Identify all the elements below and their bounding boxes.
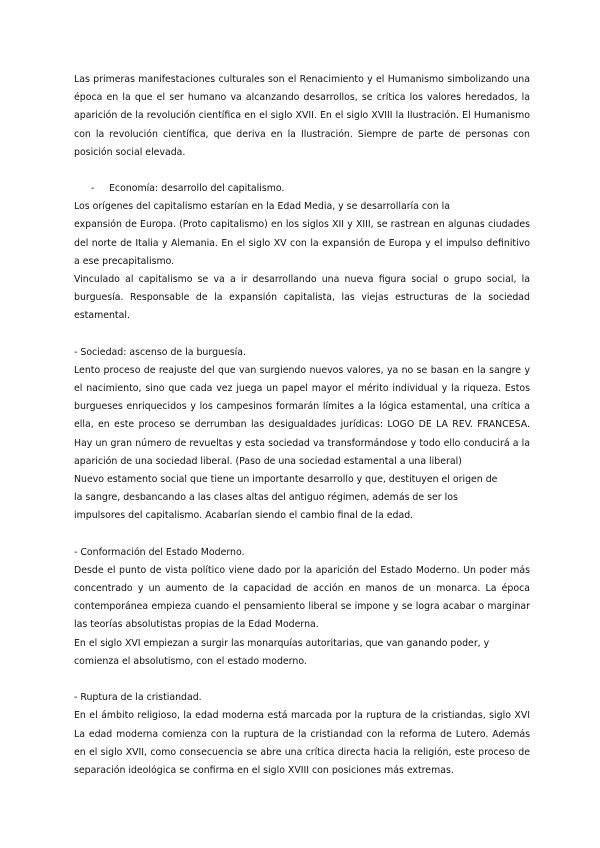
paragraph-estamento-line2: la sangre, desbancando a las clases altas del antiguo régimen, además de ser los	[74, 492, 458, 504]
paragraph-monarquias-line2: comienza el absolutismo, con el estado moderno.	[74, 655, 307, 667]
paragraph-ruptura: En el ámbito religioso, la edad moderna está marcada por la ruptura de la cristiandas, siglo XVI La edad moderna comienza con la ruptura de la cristiandad con la reforma de Lutero. Además en el siglo XVII, como consecuencia se abre una crítica directa hacia la religión, este proceso de separación ideológica se confirma en el siglo XVIII con posiciones más extremas.	[74, 710, 530, 776]
paragraph-monarquias-line1: En el siglo XVI empiezan a surgir las monarquías autoritarias, que van ganando poder, y	[74, 637, 490, 649]
bullet-dash: -	[91, 183, 95, 195]
paragraph-origenes-line1: Los orígenes del capitalismo estarían en la Edad Media, y se desarrollaría con la	[74, 201, 451, 213]
paragraph-estamento-line3: impulsores del capitalismo. Acabarían siendo el cambio final de la edad.	[74, 510, 414, 522]
paragraph-estamento-line1: Nuevo estamento social que tiene un importante desarrollo y que, destituyen el origen de	[74, 474, 498, 486]
paragraph-burguesia: Vinculado al capitalismo se va a ir desarrollando una nueva figura social o grupo social, la burguesía. Responsable de la expansión capitalista, las viejas estructuras de la sociedad estamental.	[74, 274, 530, 322]
heading-estado-moderno: - Conformación del Estado Moderno.	[74, 546, 245, 558]
heading-ruptura: - Ruptura de la cristiandad.	[74, 692, 202, 704]
heading-economia	[91, 180, 530, 198]
paragraph-origenes-rest: expansión de Europa. (Proto capitalismo) en los siglos XII y XIII, se rastrean en algunas ciudades del norte de Italia y Alemania. En el siglo XV con la expansión de Europa y el impulso definitivo a ese precapitalismo.	[74, 219, 530, 267]
paragraph-reajuste: Lento proceso de reajuste del que van surgiendo nuevos valores, ya no se basan en la sangre y el nacimiento, sino que cada vez juega un papel mayor el mérito individual y la riqueza. Estos burgueses enriquecidos y los campesinos formarán límites a la lógica estamental, una crítica a ella, en este proceso se derrumban las desigualdades jurídicas: LOGO DE LA REV. FRANCESA. Hay un gran número de revueltas y esta sociedad va transformándose y todo ello conducirá a la aparición de una sociedad liberal. (Paso de una sociedad estamental a una liberal)	[74, 364, 530, 467]
heading-economia-text: Economía: desarrollo del capitalismo.	[109, 183, 285, 195]
paragraph-renacimiento: Las primeras manifestaciones culturales son el Renacimiento y el Humanismo simbolizando una época en la que el ser humano va alcanzando desarrollos, se crítica los valores heredados, la aparición de la revolución científica en el siglo XVII. En el siglo XVIII la Ilustración. El Humanismo con la revolución científica, que deriva en la Ilustración. Siempre de parte de personas con posición social elevada.	[74, 74, 530, 158]
paragraph-estado-moderno: Desde el punto de vista político viene dado por la aparición del Estado Moderno. Un poder más concentrado y un aumento de la capacidad de acción en manos de un monarca. La época contemporánea empieza cuando el pensamiento liberal se impone y se logra acabar o marginar las teorías absolutistas propias de la Edad Moderna.	[74, 564, 530, 631]
heading-sociedad: - Sociedad: ascenso de la burguesía.	[74, 346, 246, 358]
